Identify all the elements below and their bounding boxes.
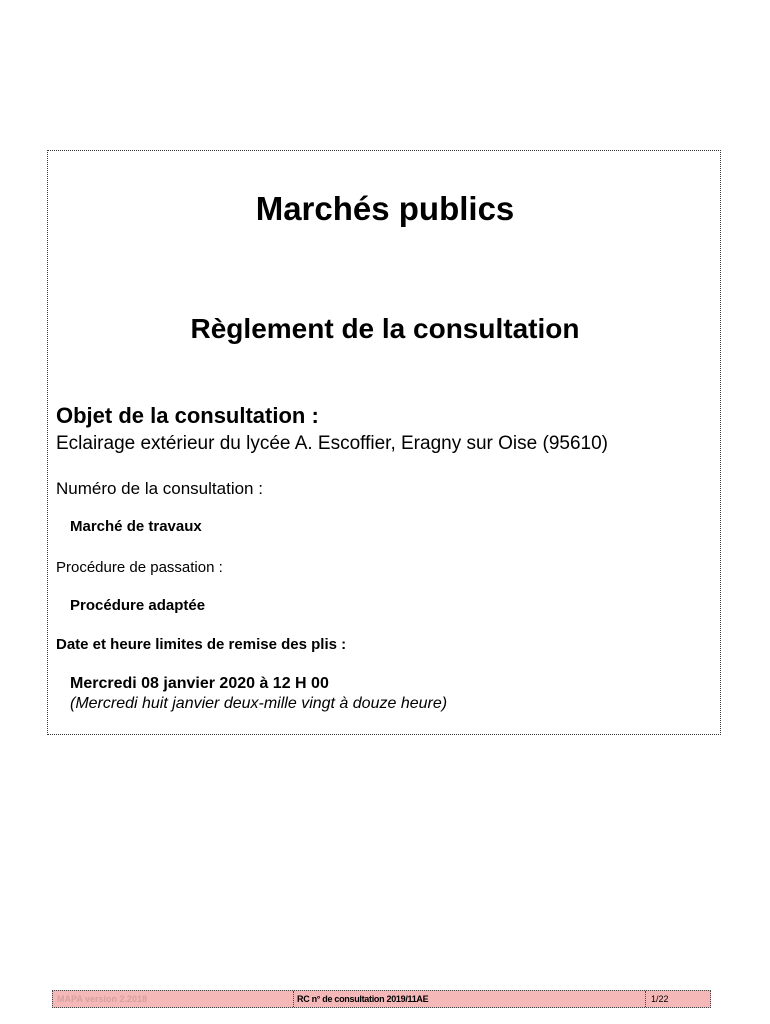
page-subtitle: Règlement de la consultation bbox=[190, 313, 580, 344]
objet-heading: Objet de la consultation : bbox=[56, 403, 319, 428]
page-footer bbox=[52, 990, 711, 1008]
footer-page-number: 1/22 bbox=[651, 994, 669, 1004]
date-limit-words: (Mercredi huit janvier deux-mille vingt à douze heure) bbox=[70, 695, 448, 712]
numero-label: Numéro de la consultation : bbox=[56, 479, 263, 498]
date-limit-value: Mercredi 08 janvier 2020 à 12 H 00 bbox=[70, 675, 329, 692]
numero-value: Marché de travaux bbox=[70, 518, 202, 535]
procedure-value: Procédure adaptée bbox=[70, 597, 206, 614]
footer-divider bbox=[293, 991, 294, 1007]
footer-version: MAPA version 2.2018 bbox=[57, 994, 148, 1004]
date-limit-label: Date et heure limites de remise des plis : bbox=[56, 636, 347, 653]
procedure-label: Procédure de passation : bbox=[56, 559, 223, 576]
page-title: Marchés publics bbox=[255, 190, 515, 227]
footer-divider bbox=[645, 991, 646, 1007]
objet-value: Eclairage extérieur du lycée A. Escoffier, Eragny sur Oise (95610) bbox=[56, 433, 608, 454]
footer-reference: RC n° de consultation 2019/11AE bbox=[297, 994, 429, 1004]
